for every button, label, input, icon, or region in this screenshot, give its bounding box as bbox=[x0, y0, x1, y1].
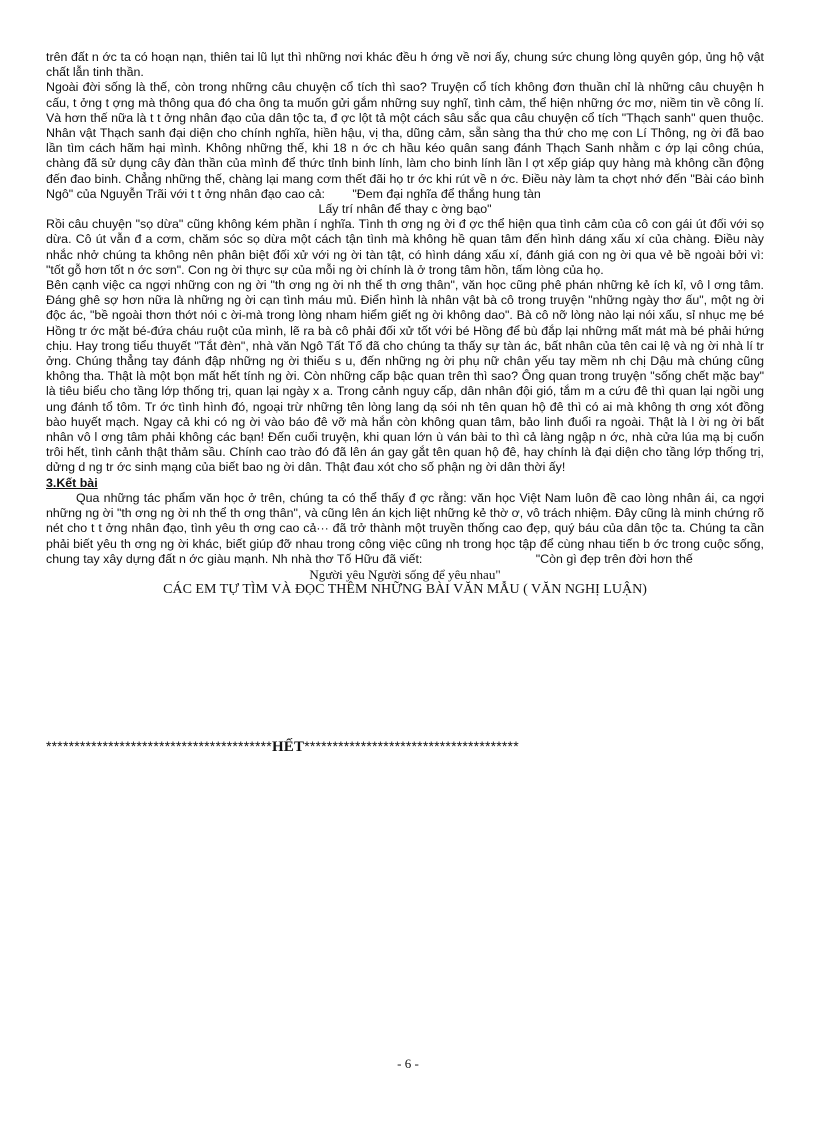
quote-line-1: "Đem đại nghĩa để thắng hung tàn bbox=[352, 186, 541, 201]
page-number: - 6 - bbox=[397, 1056, 419, 1071]
read-more-note: CÁC EM TỰ TÌM VÀ ĐỌC THÊM NHỮNG BÀI VĂN MẪU ( VĂN NGHỊ LUẬN) bbox=[163, 582, 647, 598]
end-divider bbox=[46, 738, 776, 756]
poem-line-2: Người yêu Người sống để yêu nhau" bbox=[309, 566, 501, 582]
poem-line-1: "Còn gì đẹp trên đời hơn thế bbox=[535, 551, 693, 566]
section-heading-conclusion: 3.Kết bài bbox=[46, 475, 98, 490]
paragraph-conclusion bbox=[46, 491, 764, 567]
paragraph-criticism: Bên cạnh việc ca ngợi những con ng ời "th ơng ng ời nh thể th ơng thân", văn học cũng phê phán những kẻ ích kỉ, vô l ơng tâm. Đáng ghê sợ hơn nữa là những ng ời cạn tình máu mủ. Điển hình là nhân vật bà cô trong truyện "những ngày thơ ấu", một ng ời độc ác, "bề ngoài thơn thớt nói c ời-mà trong lòng nham hiểm giết ng ời không dao". Bà cô nỡ lòng nào lại nói xấu, sỉ nhục mẹ bé Hồng tr ớc mặt bé-đứa cháu ruột của mình, lẽ ra bà cô phải đối xử tốt với bé Hồng để bù đắp lại những mất mát mà bé phải hứng chịu. Hay trong tiểu thuyết "Tắt đèn", nhà văn Ngô Tất Tố đã cho chúng ta thấy sự tàn ác, bất nhân của tên cai lệ và ng ời nhà lí tr ởng. Chúng thẳng tay đánh đập những ng ời thiếu s u, đến những ng ời phụ nữ chân yếu tay mềm nh chị Dậu mà chúng cũng không tha. Thật là một bọn mất hết tính ng ời. Còn những cấp bậc quan trên thì sao? Ông quan trong truyện "sống chết mặc bay" là tiêu biểu cho tầng lớp thống trị, quan lại ngày x a. Trong cảnh nguy cấp, dân nhân đội gió, tắm m a cứu đê thì quan lại ngồi ung ung đánh tổ tôm. Tr ớc tình hình đó, ngoại trừ những tên lòng lang dạ sói nh tên quan hộ đê thì có ai mà không th ơng xót đồng bào huyết mạch. Ngay cả khi có ng ời vào báo đê vỡ mà hắn còn không quan tâm, bảo linh đuổi ra ngoài. Thật là l ời ng ời bất nhân vô l ơng tâm phải không các bạn! Đến cuối truyện, khi quan lớn ù ván bài to thì cả làng ngập n ớc, nhà cửa lúa mạ bị cuốn trôi hết, tình cảnh thật thảm sầu. Chính cao trào đó đã lên án gay gắt tên quan hộ đê, hay chính là đại diện cho tầng lớp thống trị, dửng d ng tr ớc sinh mạng của biết bao ng ời dân. Thật đau xót cho số phận ng ời dân thời ấy! bbox=[46, 278, 764, 475]
paragraph-text: Ngoài đời sống là thế, còn trong những câu chuyện cổ tích thì sao? Truyện cổ tích không đơn thuần chỉ là những câu chuyện h cấu, t ởng t ợng mà thông qua đó cha ông ta muốn gửi gắm những suy nghĩ, tình cảm, thể hiện những ớc mơ, niềm tin về công lí. Và hơn thế nữa là t t ởng nhân đạo của dân tộc ta, đ ợc lột tả một cách sâu sắc qua câu chuyện cổ tích "Thạch sanh" quen thuộc. Nhân vật Thạch sanh đại diện cho chính nghĩa, hiền hậu, vị tha, dũng cảm, sẵn sàng tha thứ cho mẹ con Lí Thông, ng ời đã bao lần tìm cách hãm hại mình. Không những thế, khi 18 n ớc ch hầu kéo quân sang đánh Thạch Sanh nhằm c ớp lại công chúa, chàng đã sử dụng cây đàn thần của mình để thức tỉnh binh lính, làm cho binh lính lần l ợt xếp giáp quy hàng mà không cần động đến đao binh. Chẳng những thế, chàng lại mang cơm thết đãi họ tr ớc khi rút về n ớc. Điều này làm ta chợt nhớ đến "Bài cáo bình Ngô" của Nguyễn Trãi với t t ởng nhân đạo cao cả: bbox=[46, 80, 764, 201]
paragraph-fairy-tale bbox=[46, 80, 764, 202]
divider-stars-right: ************************************** bbox=[304, 738, 519, 754]
paragraph-continuation: trên đất n ớc ta có hoạn nạn, thiên tai lũ lụt thì những nơi khác đều h ớng về nơi ấy, chung sức chung lòng quyên góp, ủng hộ vật chất lẫn tinh thần. bbox=[46, 50, 764, 80]
end-label: HẾT bbox=[271, 739, 305, 755]
document-body bbox=[46, 50, 764, 597]
divider-stars-left: **************************************** bbox=[46, 738, 272, 754]
paragraph-text: Qua những tác phẩm văn học ở trên, chúng ta có thể thấy đ ợc rằng: văn học Việt Nam luôn đề cao lòng nhân ái, ca ngợi những ng ời "th ơng ng ời nh thể th ơng thân", và cũng lên án kịch liệt những kẻ thờ ơ, vô trách nhiệm. Đây cũng là minh chứng rõ nét cho t t ởng nhân đạo, tình yêu th ơng cao cả··· đã trở thành một truyền thống cao đẹp, quý báu của dân tộc ta. Chúng ta cần phải biết yêu th ơng ng ời khác, biết giúp đỡ nhau trong công việc cũng nh trong học tập để cùng nhau tiến b ớc trong cuộc sống, chung tay xây dựng đất n ớc giàu mạnh. Nh nhà thơ Tố Hữu đã viết: bbox=[46, 490, 764, 566]
paragraph-so-dua: Rồi câu chuyện "sọ dừa" cũng không kém phần í nghĩa. Tình th ơng ng ời đ ợc thể hiện qua tình cảm của cô con gái út đối với sọ dừa. Cô út vẫn đ a cơm, chăm sóc sọ dừa một cách tận tình mà không hề quan tâm đến hình dáng xấu xí của chàng. Điều này nhắc nhở chúng ta không nên phân biệt đối xử với ng ời tàn tật, có hình dáng xấu xí, đánh giá con ng ời qua vẻ bề ngoài bởi vì: "tốt gỗ hơn tốt n ớc sơn". Con ng ời thực sự của mỗi ng ời chính là ở trong tâm hồn, tấm lòng của họ. bbox=[46, 217, 764, 277]
quote-line-2: Lấy trí nhân để thay c ờng bạo" bbox=[318, 202, 492, 217]
